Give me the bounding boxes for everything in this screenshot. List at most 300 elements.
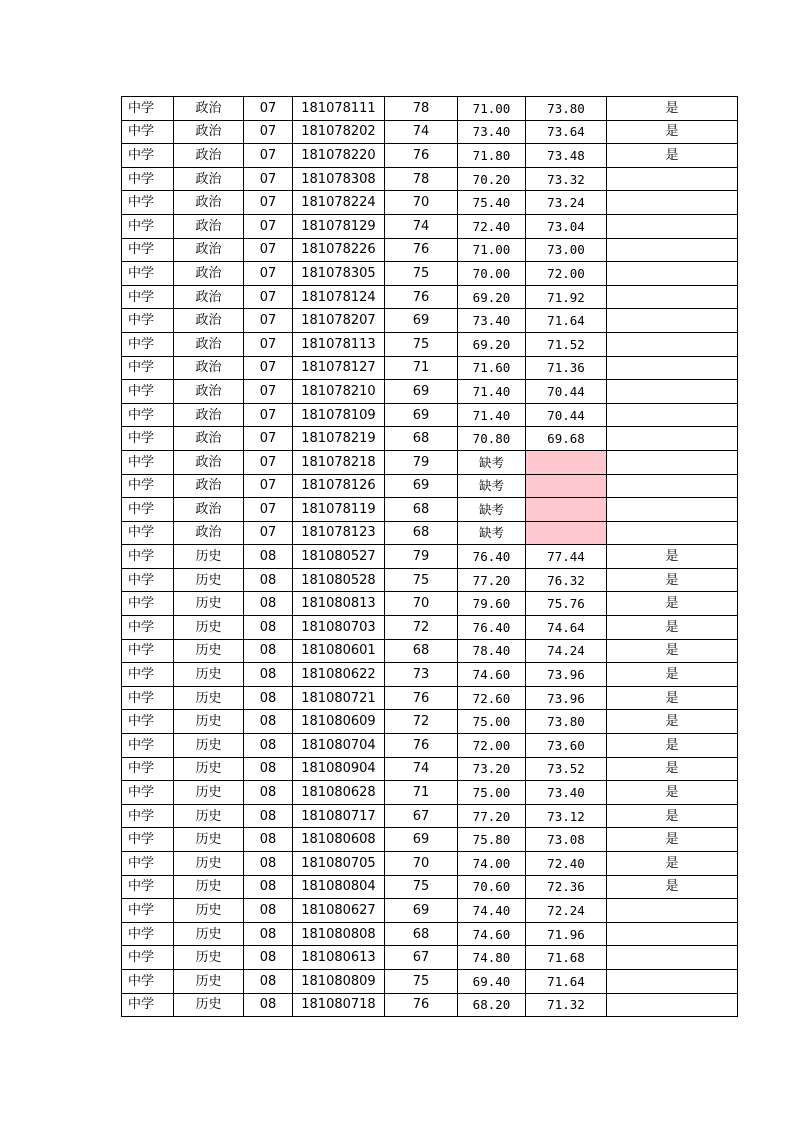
- subject-cell: 政治: [174, 238, 244, 262]
- level-cell: 中学: [122, 899, 174, 923]
- written-score-cell: 76: [385, 993, 458, 1017]
- table-row: [122, 592, 738, 616]
- written-score-cell: 71: [385, 781, 458, 805]
- total-score-cell: 71.64: [526, 969, 607, 993]
- level-cell: 中学: [122, 97, 174, 121]
- position-code-cell: 08: [244, 686, 293, 710]
- interview-score-cell: 71.00: [458, 97, 526, 121]
- table-row: [122, 852, 738, 876]
- interview-score-cell: 69.40: [458, 969, 526, 993]
- table-row: [122, 380, 738, 404]
- score-table: [121, 96, 738, 1017]
- subject-cell: 政治: [174, 380, 244, 404]
- interview-score-cell: 70.60: [458, 875, 526, 899]
- exam-id-cell: 181080613: [293, 946, 385, 970]
- exam-id-cell: 181078127: [293, 356, 385, 380]
- subject-cell: 历史: [174, 757, 244, 781]
- qualified-cell: 是: [607, 616, 738, 640]
- total-score-cell: 73.08: [526, 828, 607, 852]
- level-cell: 中学: [122, 545, 174, 569]
- qualified-cell: 是: [607, 663, 738, 687]
- interview-score-cell: 71.40: [458, 380, 526, 404]
- subject-cell: 政治: [174, 97, 244, 121]
- level-cell: 中学: [122, 946, 174, 970]
- table-body: [122, 97, 738, 1017]
- interview-score-cell: 72.40: [458, 214, 526, 238]
- interview-score-cell: 74.00: [458, 852, 526, 876]
- position-code-cell: 07: [244, 144, 293, 168]
- interview-score-cell: 74.40: [458, 899, 526, 923]
- interview-score-cell: 68.20: [458, 993, 526, 1017]
- interview-score-cell: 72.00: [458, 734, 526, 758]
- written-score-cell: 73: [385, 663, 458, 687]
- interview-score-cell: 70.80: [458, 427, 526, 451]
- subject-cell: 历史: [174, 922, 244, 946]
- subject-cell: 政治: [174, 474, 244, 498]
- position-code-cell: 07: [244, 403, 293, 427]
- level-cell: 中学: [122, 191, 174, 215]
- table-row: [122, 403, 738, 427]
- total-score-cell: [526, 474, 607, 498]
- total-score-cell: 69.68: [526, 427, 607, 451]
- position-code-cell: 08: [244, 781, 293, 805]
- written-score-cell: 68: [385, 427, 458, 451]
- written-score-cell: 69: [385, 828, 458, 852]
- subject-cell: 历史: [174, 946, 244, 970]
- total-score-cell: 74.24: [526, 639, 607, 663]
- position-code-cell: 07: [244, 167, 293, 191]
- exam-id-cell: 181078129: [293, 214, 385, 238]
- exam-id-cell: 181078305: [293, 262, 385, 286]
- subject-cell: 政治: [174, 403, 244, 427]
- total-score-cell: 73.80: [526, 710, 607, 734]
- exam-id-cell: 181078220: [293, 144, 385, 168]
- qualified-cell: 是: [607, 97, 738, 121]
- interview-score-cell: 缺考: [458, 521, 526, 545]
- level-cell: 中学: [122, 922, 174, 946]
- total-score-cell: 71.68: [526, 946, 607, 970]
- interview-score-cell: 70.00: [458, 262, 526, 286]
- subject-cell: 历史: [174, 734, 244, 758]
- table-row: [122, 285, 738, 309]
- table-row: [122, 639, 738, 663]
- total-score-cell: 73.96: [526, 663, 607, 687]
- written-score-cell: 70: [385, 592, 458, 616]
- qualified-cell: [607, 262, 738, 286]
- level-cell: 中学: [122, 285, 174, 309]
- position-code-cell: 07: [244, 214, 293, 238]
- exam-id-cell: 181080601: [293, 639, 385, 663]
- table-row: [122, 144, 738, 168]
- interview-score-cell: 71.40: [458, 403, 526, 427]
- subject-cell: 政治: [174, 309, 244, 333]
- table-row: [122, 946, 738, 970]
- total-score-cell: 77.44: [526, 545, 607, 569]
- position-code-cell: 08: [244, 852, 293, 876]
- exam-id-cell: 181080627: [293, 899, 385, 923]
- exam-id-cell: 181078219: [293, 427, 385, 451]
- interview-score-cell: 缺考: [458, 474, 526, 498]
- position-code-cell: 07: [244, 97, 293, 121]
- qualified-cell: 是: [607, 734, 738, 758]
- subject-cell: 历史: [174, 781, 244, 805]
- position-code-cell: 07: [244, 309, 293, 333]
- position-code-cell: 08: [244, 757, 293, 781]
- position-code-cell: 07: [244, 332, 293, 356]
- level-cell: 中学: [122, 969, 174, 993]
- table-row: [122, 309, 738, 333]
- table-row: [122, 191, 738, 215]
- position-code-cell: 08: [244, 993, 293, 1017]
- interview-score-cell: 69.20: [458, 332, 526, 356]
- interview-score-cell: 缺考: [458, 450, 526, 474]
- total-score-cell: 73.00: [526, 238, 607, 262]
- total-score-cell: 73.60: [526, 734, 607, 758]
- position-code-cell: 08: [244, 922, 293, 946]
- position-code-cell: 07: [244, 427, 293, 451]
- table-row: [122, 262, 738, 286]
- subject-cell: 历史: [174, 592, 244, 616]
- total-score-cell: 73.48: [526, 144, 607, 168]
- position-code-cell: 07: [244, 120, 293, 144]
- subject-cell: 政治: [174, 214, 244, 238]
- interview-score-cell: 77.20: [458, 568, 526, 592]
- qualified-cell: 是: [607, 875, 738, 899]
- subject-cell: 历史: [174, 545, 244, 569]
- qualified-cell: [607, 214, 738, 238]
- qualified-cell: 是: [607, 852, 738, 876]
- qualified-cell: 是: [607, 592, 738, 616]
- interview-score-cell: 78.40: [458, 639, 526, 663]
- position-code-cell: 08: [244, 804, 293, 828]
- interview-score-cell: 73.20: [458, 757, 526, 781]
- exam-id-cell: 181078113: [293, 332, 385, 356]
- position-code-cell: 07: [244, 238, 293, 262]
- position-code-cell: 08: [244, 592, 293, 616]
- table-row: [122, 450, 738, 474]
- level-cell: 中学: [122, 238, 174, 262]
- level-cell: 中学: [122, 120, 174, 144]
- interview-score-cell: 74.80: [458, 946, 526, 970]
- exam-id-cell: 181078226: [293, 238, 385, 262]
- level-cell: 中学: [122, 639, 174, 663]
- written-score-cell: 71: [385, 356, 458, 380]
- written-score-cell: 68: [385, 922, 458, 946]
- subject-cell: 政治: [174, 285, 244, 309]
- total-score-cell: 73.52: [526, 757, 607, 781]
- total-score-cell: 72.00: [526, 262, 607, 286]
- qualified-cell: 是: [607, 639, 738, 663]
- exam-id-cell: 181080904: [293, 757, 385, 781]
- exam-id-cell: 181078207: [293, 309, 385, 333]
- level-cell: 中学: [122, 498, 174, 522]
- subject-cell: 政治: [174, 427, 244, 451]
- interview-score-cell: 74.60: [458, 922, 526, 946]
- interview-score-cell: 76.40: [458, 545, 526, 569]
- written-score-cell: 75: [385, 568, 458, 592]
- interview-score-cell: 75.00: [458, 710, 526, 734]
- total-score-cell: [526, 450, 607, 474]
- total-score-cell: 72.24: [526, 899, 607, 923]
- level-cell: 中学: [122, 663, 174, 687]
- exam-id-cell: 181078109: [293, 403, 385, 427]
- written-score-cell: 67: [385, 946, 458, 970]
- level-cell: 中学: [122, 592, 174, 616]
- qualified-cell: 是: [607, 120, 738, 144]
- interview-score-cell: 69.20: [458, 285, 526, 309]
- exam-id-cell: 181078126: [293, 474, 385, 498]
- level-cell: 中学: [122, 309, 174, 333]
- total-score-cell: 71.52: [526, 332, 607, 356]
- table-row: [122, 969, 738, 993]
- exam-id-cell: 181078218: [293, 450, 385, 474]
- written-score-cell: 68: [385, 639, 458, 663]
- level-cell: 中学: [122, 262, 174, 286]
- total-score-cell: 72.40: [526, 852, 607, 876]
- qualified-cell: [607, 167, 738, 191]
- written-score-cell: 69: [385, 403, 458, 427]
- position-code-cell: 07: [244, 262, 293, 286]
- subject-cell: 政治: [174, 144, 244, 168]
- written-score-cell: 74: [385, 214, 458, 238]
- position-code-cell: 08: [244, 568, 293, 592]
- total-score-cell: 70.44: [526, 380, 607, 404]
- table-row: [122, 356, 738, 380]
- exam-id-cell: 181080528: [293, 568, 385, 592]
- total-score-cell: 76.32: [526, 568, 607, 592]
- subject-cell: 历史: [174, 969, 244, 993]
- total-score-cell: 71.36: [526, 356, 607, 380]
- interview-score-cell: 71.60: [458, 356, 526, 380]
- total-score-cell: 71.32: [526, 993, 607, 1017]
- exam-id-cell: 181078308: [293, 167, 385, 191]
- exam-id-cell: 181078224: [293, 191, 385, 215]
- written-score-cell: 78: [385, 167, 458, 191]
- table-row: [122, 899, 738, 923]
- qualified-cell: 是: [607, 144, 738, 168]
- interview-score-cell: 72.60: [458, 686, 526, 710]
- table-row: [122, 828, 738, 852]
- interview-score-cell: 75.00: [458, 781, 526, 805]
- table-row: [122, 120, 738, 144]
- qualified-cell: 是: [607, 804, 738, 828]
- written-score-cell: 76: [385, 285, 458, 309]
- written-score-cell: 79: [385, 450, 458, 474]
- total-score-cell: 73.40: [526, 781, 607, 805]
- interview-score-cell: 75.80: [458, 828, 526, 852]
- written-score-cell: 75: [385, 262, 458, 286]
- interview-score-cell: 76.40: [458, 616, 526, 640]
- written-score-cell: 69: [385, 474, 458, 498]
- level-cell: 中学: [122, 568, 174, 592]
- written-score-cell: 76: [385, 686, 458, 710]
- exam-id-cell: 181080809: [293, 969, 385, 993]
- level-cell: 中学: [122, 686, 174, 710]
- written-score-cell: 76: [385, 238, 458, 262]
- level-cell: 中学: [122, 167, 174, 191]
- qualified-cell: [607, 356, 738, 380]
- written-score-cell: 78: [385, 97, 458, 121]
- exam-id-cell: 181080804: [293, 875, 385, 899]
- written-score-cell: 70: [385, 191, 458, 215]
- position-code-cell: 07: [244, 474, 293, 498]
- level-cell: 中学: [122, 450, 174, 474]
- qualified-cell: [607, 899, 738, 923]
- qualified-cell: [607, 498, 738, 522]
- table-row: [122, 616, 738, 640]
- level-cell: 中学: [122, 521, 174, 545]
- subject-cell: 历史: [174, 568, 244, 592]
- total-score-cell: 70.44: [526, 403, 607, 427]
- table-row: [122, 474, 738, 498]
- subject-cell: 政治: [174, 450, 244, 474]
- written-score-cell: 72: [385, 616, 458, 640]
- interview-score-cell: 71.80: [458, 144, 526, 168]
- written-score-cell: 75: [385, 969, 458, 993]
- table-row: [122, 734, 738, 758]
- written-score-cell: 69: [385, 380, 458, 404]
- qualified-cell: 是: [607, 757, 738, 781]
- written-score-cell: 76: [385, 144, 458, 168]
- qualified-cell: [607, 380, 738, 404]
- level-cell: 中学: [122, 710, 174, 734]
- position-code-cell: 08: [244, 639, 293, 663]
- qualified-cell: 是: [607, 828, 738, 852]
- total-score-cell: 71.92: [526, 285, 607, 309]
- level-cell: 中学: [122, 804, 174, 828]
- level-cell: 中学: [122, 474, 174, 498]
- table-row: [122, 545, 738, 569]
- qualified-cell: [607, 238, 738, 262]
- written-score-cell: 75: [385, 875, 458, 899]
- table-row: [122, 97, 738, 121]
- level-cell: 中学: [122, 734, 174, 758]
- subject-cell: 历史: [174, 852, 244, 876]
- level-cell: 中学: [122, 214, 174, 238]
- level-cell: 中学: [122, 427, 174, 451]
- exam-id-cell: 181080705: [293, 852, 385, 876]
- table-row: [122, 710, 738, 734]
- level-cell: 中学: [122, 616, 174, 640]
- table-row: [122, 238, 738, 262]
- written-score-cell: 70: [385, 852, 458, 876]
- exam-id-cell: 181078119: [293, 498, 385, 522]
- exam-id-cell: 181078123: [293, 521, 385, 545]
- written-score-cell: 79: [385, 545, 458, 569]
- level-cell: 中学: [122, 403, 174, 427]
- qualified-cell: [607, 427, 738, 451]
- subject-cell: 历史: [174, 804, 244, 828]
- position-code-cell: 07: [244, 356, 293, 380]
- exam-id-cell: 181080628: [293, 781, 385, 805]
- position-code-cell: 08: [244, 899, 293, 923]
- written-score-cell: 69: [385, 309, 458, 333]
- exam-id-cell: 181080717: [293, 804, 385, 828]
- level-cell: 中学: [122, 332, 174, 356]
- table-row: [122, 922, 738, 946]
- subject-cell: 政治: [174, 167, 244, 191]
- table-row: [122, 781, 738, 805]
- position-code-cell: 07: [244, 450, 293, 474]
- position-code-cell: 08: [244, 663, 293, 687]
- interview-score-cell: 71.00: [458, 238, 526, 262]
- written-score-cell: 69: [385, 899, 458, 923]
- exam-id-cell: 181080721: [293, 686, 385, 710]
- written-score-cell: 68: [385, 498, 458, 522]
- written-score-cell: 68: [385, 521, 458, 545]
- subject-cell: 政治: [174, 521, 244, 545]
- qualified-cell: 是: [607, 781, 738, 805]
- interview-score-cell: 73.40: [458, 120, 526, 144]
- subject-cell: 历史: [174, 710, 244, 734]
- total-score-cell: 73.32: [526, 167, 607, 191]
- level-cell: 中学: [122, 356, 174, 380]
- exam-id-cell: 181078210: [293, 380, 385, 404]
- table-row: [122, 498, 738, 522]
- exam-id-cell: 181078202: [293, 120, 385, 144]
- table-row: [122, 875, 738, 899]
- total-score-cell: 73.24: [526, 191, 607, 215]
- table-row: [122, 332, 738, 356]
- level-cell: 中学: [122, 380, 174, 404]
- exam-id-cell: 181080813: [293, 592, 385, 616]
- written-score-cell: 75: [385, 332, 458, 356]
- subject-cell: 政治: [174, 332, 244, 356]
- position-code-cell: 08: [244, 545, 293, 569]
- qualified-cell: [607, 403, 738, 427]
- qualified-cell: [607, 521, 738, 545]
- qualified-cell: 是: [607, 710, 738, 734]
- qualified-cell: 是: [607, 686, 738, 710]
- table-row: [122, 427, 738, 451]
- subject-cell: 政治: [174, 191, 244, 215]
- exam-id-cell: 181080703: [293, 616, 385, 640]
- total-score-cell: 73.80: [526, 97, 607, 121]
- level-cell: 中学: [122, 757, 174, 781]
- written-score-cell: 76: [385, 734, 458, 758]
- exam-id-cell: 181078124: [293, 285, 385, 309]
- level-cell: 中学: [122, 993, 174, 1017]
- table-row: [122, 993, 738, 1017]
- qualified-cell: [607, 946, 738, 970]
- subject-cell: 政治: [174, 120, 244, 144]
- table-row: [122, 214, 738, 238]
- level-cell: 中学: [122, 852, 174, 876]
- position-code-cell: 08: [244, 828, 293, 852]
- total-score-cell: 71.64: [526, 309, 607, 333]
- table-row: [122, 757, 738, 781]
- position-code-cell: 07: [244, 380, 293, 404]
- exam-id-cell: 181078111: [293, 97, 385, 121]
- position-code-cell: 08: [244, 969, 293, 993]
- exam-id-cell: 181080527: [293, 545, 385, 569]
- total-score-cell: 72.36: [526, 875, 607, 899]
- subject-cell: 历史: [174, 639, 244, 663]
- position-code-cell: 07: [244, 191, 293, 215]
- total-score-cell: [526, 498, 607, 522]
- level-cell: 中学: [122, 144, 174, 168]
- interview-score-cell: 70.20: [458, 167, 526, 191]
- subject-cell: 历史: [174, 686, 244, 710]
- exam-id-cell: 181080704: [293, 734, 385, 758]
- qualified-cell: [607, 993, 738, 1017]
- table-row: [122, 568, 738, 592]
- qualified-cell: [607, 191, 738, 215]
- table-row: [122, 521, 738, 545]
- exam-id-cell: 181080609: [293, 710, 385, 734]
- subject-cell: 历史: [174, 899, 244, 923]
- level-cell: 中学: [122, 781, 174, 805]
